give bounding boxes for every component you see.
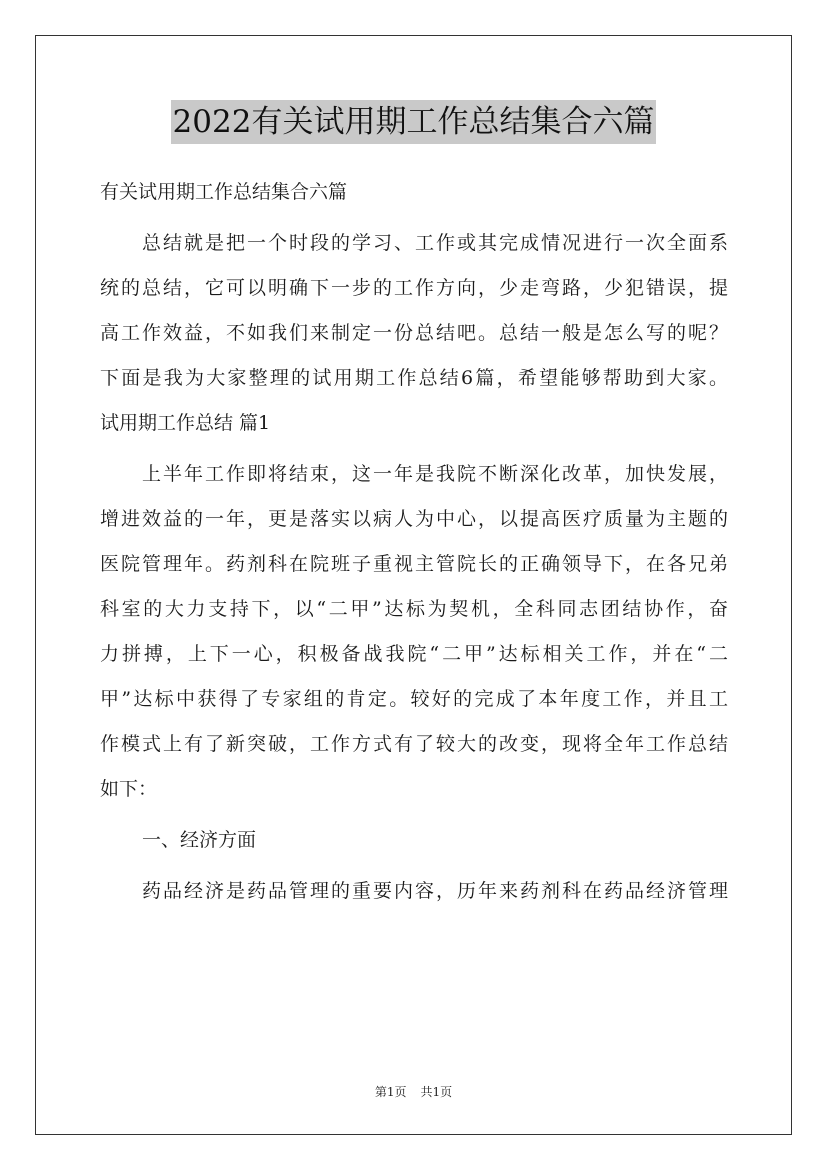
paragraph-line: 医院管理年。药剂科在院班子重视主管院长的正确领导下，在各兄弟 <box>100 553 728 575</box>
paragraph-line: 科室的大力支持下，以“二甲”达标为契机，全科同志团结协作，奋 <box>100 598 728 620</box>
paragraph-line: 上半年工作即将结束，这一年是我院不断深化改革，加快发展， <box>142 463 728 485</box>
paragraph-line: 作模式上有了新突破，工作方式有了较大的改变，现将全年工作总结 <box>100 733 728 755</box>
document-body <box>100 170 728 914</box>
paragraph-line: 药品经济是药品管理的重要内容，历年来药剂科在药品经济管理 <box>142 880 728 902</box>
page-total: 共1页 <box>420 1085 453 1099</box>
paragraph-line: 总结就是把一个时段的学习、工作或其完成情况进行一次全面系 <box>142 232 728 254</box>
paragraph-line: 如下： <box>100 778 158 800</box>
document-title: 2022有关试用期工作总结集合六篇 <box>171 100 657 144</box>
section-heading: 一、经济方面 <box>142 829 257 851</box>
section-heading: 试用期工作总结 篇1 <box>100 412 271 434</box>
title-container <box>0 100 827 144</box>
paragraph-line: 增进效益的一年，更是落实以病人为中心，以提高医疗质量为主题的 <box>100 508 728 530</box>
paragraph-line: 下面是我为大家整理的试用期工作总结6篇，希望能够帮助到大家。 <box>100 367 728 389</box>
page-footer <box>0 1083 827 1101</box>
subtitle-line: 有关试用期工作总结集合六篇 <box>100 181 348 203</box>
paragraph-line: 统的总结，它可以明确下一步的工作方向，少走弯路，少犯错误，提 <box>100 277 728 299</box>
paragraph-line: 甲”达标中获得了专家组的肯定。较好的完成了本年度工作，并且工 <box>100 688 728 710</box>
paragraph-line: 高工作效益，不如我们来制定一份总结吧。总结一般是怎么写的呢？ <box>100 322 728 344</box>
page-number: 第1页 <box>374 1085 407 1099</box>
paragraph-line: 力拼搏，上下一心，积极备战我院“二甲”达标相关工作，并在“二 <box>100 643 728 665</box>
